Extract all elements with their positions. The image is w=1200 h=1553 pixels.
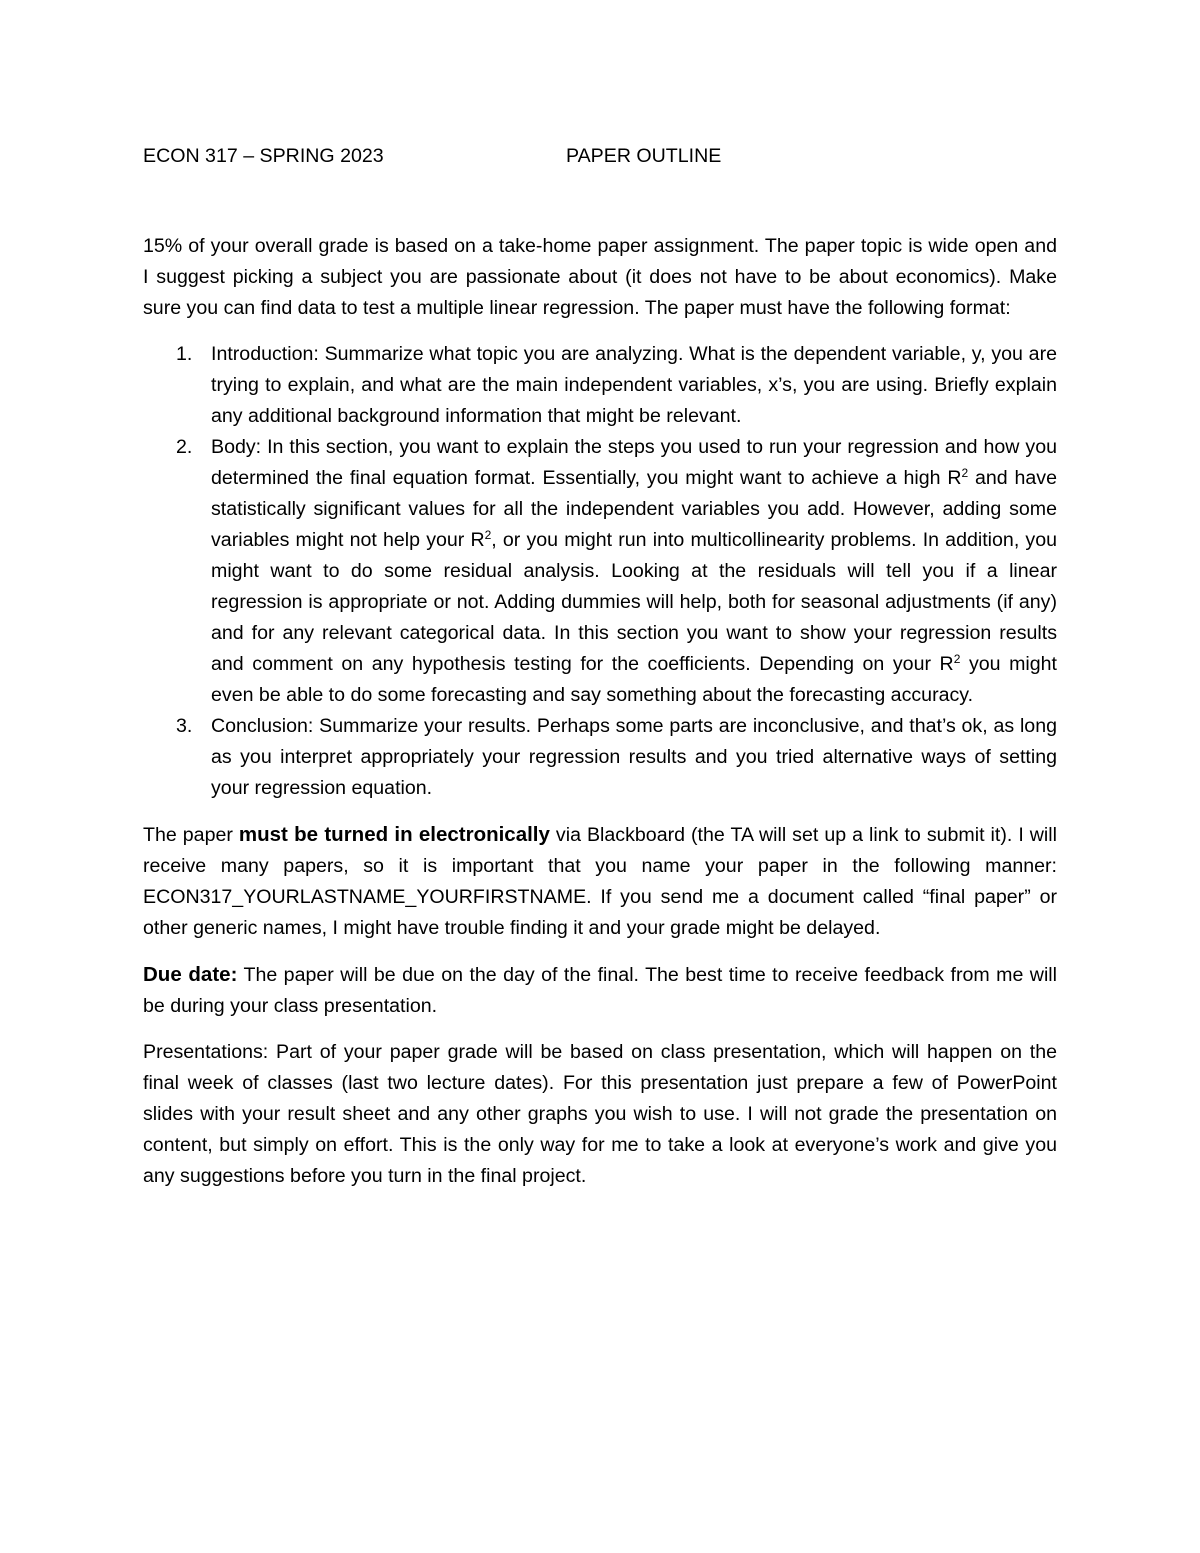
superscript: 2 (484, 528, 492, 542)
submission-emphasis: must be turned in electronically (238, 823, 550, 846)
superscript: 2 (961, 466, 969, 480)
intro-paragraph: 15% of your overall grade is based on a take-home paper assignment. The paper topic is wide open and I suggest picking a subject you are passionate about (it does not have to be about economics). Make sure you can find data to test a multiple linear regression. The paper must have the following format: (143, 235, 1057, 319)
list-item-text: you might even be able to do some forecasting and say something about the forecasting accuracy. (211, 653, 1057, 706)
submission-lead: The paper (143, 824, 239, 846)
list-item-body (143, 432, 1057, 711)
due-date-paragraph (143, 959, 1057, 1022)
section-list (143, 339, 1057, 804)
list-item-introduction (143, 339, 1057, 432)
list-item-text: Introduction: Summarize what topic you are analyzing. What is the dependent variable, y, you are trying to explain, and what are the main independent variables, x’s, you are using. Briefly explain any additional background information that might be relevant. (211, 343, 1057, 427)
list-item-text: , or you might run into multicollinearity problems. In addition, you might want to do some residual analysis. Looking at the residuals will tell you if a linear regression is appropriate or not. Adding dummies will help, both for seasonal adjustments (if any) and for any relevant categorical data. In this section you want to show your regression results and comment on any hypothesis testing for the coefficients. Depending on your R (211, 529, 1057, 675)
list-item-text: and have statistically significant values for all the independent variables you add. However, adding some variables might not help your R (211, 467, 1057, 551)
due-date-text: The paper will be due on the day of the final. The best time to receive feedback from me will be during your class presentation. (143, 964, 1057, 1017)
submission-text: via Blackboard (the TA will set up a link to submit it). I will receive many papers, so it is important that you name your paper in the following manner: ECON317_YOURLASTNAME_YOURFIRSTNAME. If you send me a document called “final paper” or other generic names, I might have trouble finding it and your grade might be delayed. (143, 824, 1057, 939)
list-item-text: Conclusion: Summarize your results. Perhaps some parts are inconclusive, and that’s ok, as long as you interpret appropriately your regression results and you tried alternative ways of setting your regression equation. (211, 715, 1057, 799)
document-page (143, 141, 1057, 1207)
document-header (143, 141, 1057, 172)
list-item-conclusion (143, 711, 1057, 804)
submission-paragraph (143, 819, 1057, 944)
due-date-label: Due date: (143, 963, 238, 986)
list-number: 1. (176, 343, 193, 365)
list-item-text: Body: In this section, you want to explain the steps you used to run your regression and how you determined the final equation format. Essentially, you might want to achieve a high R (211, 436, 1057, 489)
document-title: PAPER OUTLINE (566, 145, 722, 167)
list-number: 3. (176, 715, 193, 737)
list-number: 2. (176, 436, 193, 458)
presentations-paragraph: Presentations: Part of your paper grade will be based on class presentation, which will happen on the final week of classes (last two lecture dates). For this presentation just prepare a few of PowerPoint slides with your result sheet and any other graphs you wish to use. I will not grade the presentation on content, but simply on effort. This is the only way for me to take a look at everyone’s work and give you any suggestions before you turn in the final project. (143, 1041, 1057, 1187)
course-title: ECON 317 – SPRING 2023 (143, 145, 384, 167)
superscript: 2 (953, 652, 961, 666)
